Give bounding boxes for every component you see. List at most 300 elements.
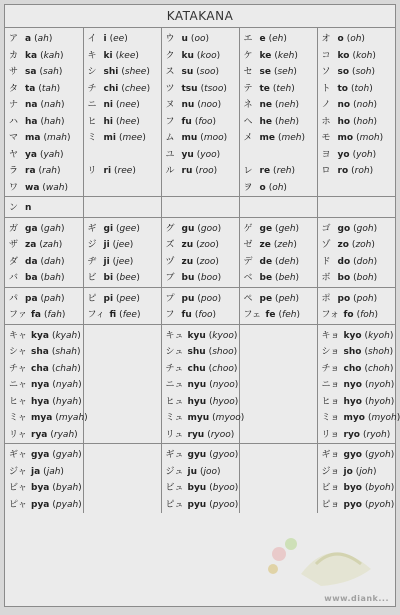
kana-entry [244,270,314,287]
kana-entry [88,254,158,271]
romaji: pya [31,499,50,510]
kana-entry [165,410,245,427]
romaji: bo [337,273,351,283]
kana-entry [165,394,239,411]
kana-column-cell [161,287,239,324]
katakana-glyph: キュ [165,330,184,341]
kana-column-cell [239,324,317,444]
romaji: hi [103,116,113,127]
kana-entry [322,237,393,254]
empty-slot [322,200,393,217]
empty-slot [166,200,236,217]
kana-entry [166,147,236,164]
romaji: fa [31,310,41,320]
pronunciation-text: heh [278,116,296,127]
romaji: kya [31,330,49,341]
empty-slot [244,344,314,361]
kana-column-cell [83,197,161,218]
pronunciation: (rah) [38,166,61,176]
pronunciation: (koh) [352,50,376,61]
pronunciation-text: eh [272,34,284,44]
empty-slot [244,497,314,514]
pronunciation: (peh) [275,293,300,304]
kana-entry [244,307,314,324]
romaji: chu [187,363,206,374]
katakana-glyph: ダ [9,256,19,267]
pronunciation: (joh) [355,466,377,477]
romaji: pu [181,293,195,304]
pronunciation: (ree) [114,166,136,176]
pronunciation: (bah) [40,273,65,283]
kana-column-cell [83,287,161,324]
pronunciation-text: nyoo [212,380,235,390]
kana-entry [166,361,236,378]
pronunciation: (shoh) [364,347,394,357]
romaji: ra [25,166,36,176]
romaji: he [259,116,273,127]
katakana-glyph: ゾ [321,240,331,250]
empty-slot [88,147,158,164]
pronunciation-text: kyah [55,330,78,341]
romaji: gyu [187,450,207,460]
romaji: o [337,34,344,44]
katakana-glyph: ト [321,83,331,94]
romaji: ji [103,256,110,267]
romaji: ma [25,133,41,143]
pronunciation: (noh) [353,100,378,110]
pronunciation-text: mah [46,133,67,143]
romaji: za [25,240,37,250]
kana-column-cell [161,324,245,444]
pronunciation: (pee) [116,293,140,304]
katakana-glyph: ウ [165,34,175,44]
pronunciation: (pah) [40,293,65,304]
pronunciation: (poh) [353,293,378,304]
kana-entry [322,328,393,345]
romaji: de [259,256,273,267]
pronunciation: (ryah) [50,429,78,440]
pronunciation-text: moo [203,133,224,143]
romaji: fe [265,310,276,320]
pronunciation-text: fah [47,310,62,320]
romaji: mo [337,133,354,143]
pronunciation-text: chah [55,363,78,374]
pronunciation-text: kyoo [212,330,234,341]
katakana-glyph: ノ [321,100,331,110]
empty-slot [88,410,158,427]
pronunciation: (tsoo) [200,83,227,94]
katakana-glyph: ユ [165,149,175,160]
pronunciation-text: ree [117,166,133,176]
pronunciation: (jee) [112,240,134,250]
pronunciation-text: hee [119,116,137,127]
katakana-glyph: キャ [9,330,28,341]
pronunciation: (nyoh) [364,380,395,390]
kana-entry [244,291,314,308]
pronunciation-text: ryoo [210,429,231,440]
katakana-glyph: コ [321,50,331,61]
kana-entry [9,410,88,427]
romaji: yo [337,149,350,160]
katakana-glyph: チョ [321,363,340,374]
kana-column-cell [83,217,161,287]
kana-entry [244,221,314,238]
romaji: i [103,34,107,44]
pronunciation: (toh) [351,83,373,94]
pronunciation-text: jah [46,466,61,477]
kana-column-cell [83,28,161,197]
katakana-glyph: ツ [165,83,175,94]
katakana-glyph: リャ [9,429,27,440]
katakana-glyph: ヅ [165,256,175,267]
pronunciation-text: hyah [55,396,79,407]
pronunciation: (noo) [197,100,222,110]
katakana-glyph: ヤ [9,149,19,160]
kana-column-cell [161,444,239,514]
kana-entry [322,221,393,238]
pronunciation-text: zah [42,240,59,250]
katakana-glyph: チ [87,83,97,94]
romaji: cha [31,363,49,374]
pronunciation-text: gee [119,223,137,234]
pronunciation: (wah) [42,182,69,193]
kana-entry [165,377,239,394]
pronunciation-text: choh [367,363,390,374]
pronunciation-text: oo [194,34,206,44]
pronunciation: (feh) [278,310,300,320]
romaji: n [25,203,32,213]
kana-column-cell [5,197,83,218]
romaji: fu [181,310,192,320]
kana-entry [322,114,393,131]
pronunciation: (moo) [200,133,228,143]
empty-slot [244,447,314,464]
pronunciation-text: sah [42,67,59,77]
pronunciation-text: joo [203,466,218,477]
pronunciation-text: roh [354,166,370,176]
pronunciation-text: wah [45,182,65,193]
pronunciation-text: noo [200,100,218,110]
pronunciation: (foo) [194,116,217,127]
pronunciation: (foo) [194,310,217,320]
kana-entry [9,130,80,147]
pronunciation: (foh) [356,310,379,320]
pronunciation-text: shoo [212,347,234,357]
kana-column-cell [317,287,395,324]
romaji: ga [25,223,38,234]
kana-entry [322,270,393,287]
katakana-glyph: ジャ [9,466,27,477]
pronunciation-text: pyah [55,499,79,510]
kana-entry [9,81,80,98]
empty-slot [244,361,314,378]
kana-entry [165,497,239,514]
watermark-stamp-icon [261,514,391,604]
pronunciation-text: reh [276,166,292,176]
katakana-glyph: ケ [243,50,253,61]
romaji: yu [181,149,194,160]
kana-entry [322,291,393,308]
romaji: rya [31,429,48,440]
pronunciation: (kyoo) [208,330,238,341]
kana-entry [244,130,314,147]
katakana-glyph: ファ [9,310,27,320]
romaji: nu [181,100,195,110]
pronunciation-text: poo [200,293,218,304]
empty-slot [244,427,314,444]
romaji: bi [103,273,114,283]
pronunciation-text: joh [359,466,374,477]
pronunciation-text: ee [113,34,125,44]
katakana-glyph: フィ [87,310,105,320]
pronunciation: (kah) [40,50,64,61]
kana-column-cell [317,324,400,444]
pronunciation: (reh) [273,166,296,176]
kana-entry [322,64,393,81]
katakana-glyph: デ [243,256,253,267]
kana-entry [9,497,80,514]
katakana-glyph: ボ [321,273,331,283]
romaji: bya [31,483,50,493]
kana-column-cell [5,324,88,444]
pronunciation: (chee) [121,83,151,94]
romaji: jo [343,466,353,477]
pronunciation-text: pee [119,293,137,304]
pronunciation: (pyoh) [365,499,395,510]
watermark-url: www.diank... [324,594,389,603]
kana-entry [322,81,393,98]
romaji: u [181,34,188,44]
kana-entry [88,31,158,48]
katakana-glyph: ロ [321,166,331,176]
kana-entry [9,180,80,197]
kana-entry [9,221,80,238]
kana-column-cell [5,28,83,197]
pronunciation: (pyah) [52,499,82,510]
katakana-glyph: フ [165,116,175,127]
kana-entry [9,344,80,361]
pronunciation: (roh) [351,166,374,176]
kana-group-row [5,287,395,324]
pronunciation: (goh) [353,223,378,234]
katakana-glyph: オ [321,34,331,44]
romaji: ku [181,50,194,61]
katakana-glyph: ギ [87,223,97,234]
katakana-glyph: パ [9,293,19,304]
pronunciation-text: pyoo [212,499,235,510]
katakana-glyph: ミョ [321,413,340,423]
pronunciation-text: keh [277,50,295,61]
kana-entry [322,31,393,48]
kana-entry [322,147,393,164]
pronunciation: (hyoh) [364,396,395,407]
romaji: ni [103,100,113,110]
empty-slot [88,497,158,514]
kana-entry [88,48,158,65]
katakana-glyph: メ [243,133,253,143]
pronunciation-text: boh [356,273,374,283]
pronunciation-text: goo [200,223,218,234]
pronunciation: (boh) [353,273,378,283]
kana-entry [166,31,236,48]
romaji: e [259,34,266,44]
empty-slot [88,447,158,464]
pronunciation: (gee) [116,223,140,234]
pronunciation: (gyoo) [209,450,239,460]
kana-entry [9,447,80,464]
romaji: do [337,256,351,267]
romaji: su [181,67,194,77]
katakana-glyph: ナ [9,100,19,110]
kana-entry [9,361,80,378]
kana-entry [166,291,236,308]
pronunciation: (nah) [40,100,65,110]
kana-entry [9,464,80,481]
kana-entry [88,130,158,147]
pronunciation: (myoo) [212,413,245,423]
kana-entry [322,97,393,114]
kana-column-cell [83,444,161,514]
pronunciation: (kyoh) [364,330,394,341]
empty-slot [88,480,158,497]
pronunciation-text: koo [200,50,217,61]
romaji: myo [343,413,365,423]
katakana-glyph: ギャ [9,450,28,460]
pronunciation: (boo) [197,273,222,283]
pronunciation: (myah) [55,413,88,423]
romaji: zu [181,240,194,250]
pronunciation: (oh) [268,182,287,193]
kana-entry [244,31,314,48]
katakana-glyph: ビョ [321,483,340,493]
chart-title: KATAKANA [5,5,395,28]
romaji: ne [259,100,273,110]
romaji: ze [259,240,271,250]
katakana-glyph: ワ [9,182,19,193]
kana-entry [166,307,236,324]
katakana-glyph: ミュ [165,413,184,423]
pronunciation-text: bee [119,273,137,283]
kana-entry [166,427,236,444]
kana-entry [88,97,158,114]
katakana-glyph: ホ [321,116,331,127]
pronunciation: (fah) [44,310,66,320]
pronunciation: (gyah) [52,450,82,460]
kana-column-cell [161,217,239,287]
romaji: chi [103,83,119,94]
pronunciation-text: toh [354,83,370,94]
katakana-glyph: ゼ [243,240,253,250]
pronunciation: (hee) [116,116,140,127]
pronunciation-text: foh [360,310,375,320]
pronunciation-text: myoh [371,413,397,423]
pronunciation: (poo) [197,293,222,304]
pronunciation-text: bah [44,273,61,283]
katakana-glyph: チャ [9,363,27,374]
katakana-glyph: ゴ [321,223,331,234]
kana-column-cell [5,444,83,514]
pronunciation-text: gah [44,223,61,234]
kana-entry [9,291,80,308]
pronunciation-text: tah [41,83,57,94]
katakana-glyph: ミ [87,133,97,143]
kana-entry [9,480,80,497]
katakana-glyph: ビャ [9,483,28,493]
kana-column-cell [317,217,395,287]
romaji: ru [181,166,193,176]
katakana-glyph: グ [165,223,175,234]
kana-column-cell [239,217,317,287]
romaji: bu [181,273,195,283]
katakana-glyph: ム [165,133,175,143]
kana-entry [322,497,393,514]
romaji: po [337,293,351,304]
pronunciation-text: peh [278,293,296,304]
pronunciation-text: jee [116,256,130,267]
kana-entry [321,410,400,427]
romaji: ko [337,50,350,61]
pronunciation: (mee) [118,133,146,143]
pronunciation-text: deh [278,256,296,267]
pronunciation-text: hoh [356,116,374,127]
katakana-glyph: レ [243,166,253,176]
pronunciation-text: nah [44,100,61,110]
katakana-glyph: ニョ [321,380,340,390]
pronunciation-text: feh [282,310,297,320]
romaji: byu [187,483,207,493]
pronunciation: (byoh) [365,483,395,493]
pronunciation-text: kah [43,50,61,61]
empty-slot [244,377,314,394]
romaji: ji [103,240,110,250]
romaji: ryu [187,429,205,440]
katakana-table [5,28,400,513]
pronunciation: (meh) [277,133,306,143]
katakana-glyph: ヒュ [165,396,184,407]
kana-entry [88,270,158,287]
kana-column-cell [161,197,239,218]
katakana-glyph: ニュ [165,380,184,390]
romaji: ho [337,116,351,127]
kana-group-row [5,324,395,444]
kana-entry [244,64,314,81]
pronunciation-text: noh [356,100,374,110]
kana-column-cell [83,324,161,444]
romaji: fi [109,310,117,320]
pronunciation: (goo) [197,223,222,234]
katakana-glyph: ジュ [165,466,184,477]
pronunciation: (doh) [353,256,378,267]
kana-column-cell [239,444,317,514]
pronunciation-text: foo [198,116,213,127]
pronunciation: (chah) [51,363,81,374]
pronunciation-text: soo [199,67,216,77]
pronunciation: (hah) [40,116,65,127]
katakana-glyph: リョ [321,429,340,440]
kana-entry [322,163,393,180]
romaji: pyo [343,499,362,510]
kana-group-row [5,444,395,514]
kana-entry [322,130,393,147]
pronunciation-text: myah [58,413,85,423]
pronunciation: (zeh) [273,240,297,250]
romaji: o [259,182,266,193]
pronunciation: (koo) [196,50,221,61]
kana-entry [322,464,393,481]
pronunciation: (roo) [195,166,218,176]
katakana-glyph: ガ [9,223,19,234]
katakana-glyph: チュ [165,363,184,374]
